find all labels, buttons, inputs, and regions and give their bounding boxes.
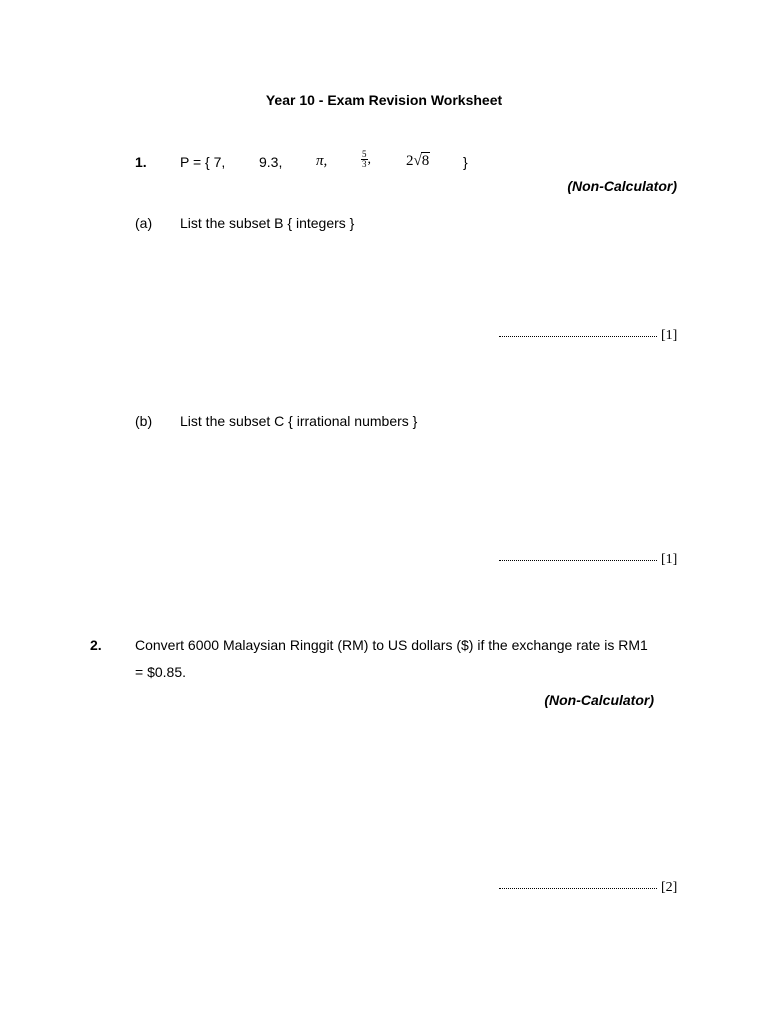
set-element-fraction	[361, 150, 371, 169]
part-a-marks: [1]	[661, 328, 678, 343]
root-coefficient: 2	[406, 153, 414, 169]
question-2-marks: [2]	[661, 880, 678, 895]
answer-dots	[499, 887, 657, 889]
part-a-text: List the subset B { integers }	[180, 215, 355, 231]
question-1-note: (Non-Calculator)	[567, 178, 677, 194]
fraction-denominator: 3	[362, 159, 367, 169]
set-element-decimal: 9.3,	[259, 154, 283, 170]
part-a-answer-line[interactable]	[499, 328, 677, 344]
part-b-answer-line[interactable]	[499, 552, 677, 568]
question-2-text-line-1: Convert 6000 Malaysian Ringgit (RM) to US dollars ($) if the exchange rate is RM1	[135, 637, 648, 653]
fraction-comma: ,	[367, 152, 371, 168]
answer-dots	[499, 559, 657, 561]
set-element-root	[406, 153, 430, 170]
part-b-marks: [1]	[661, 552, 678, 567]
set-p-close: }	[463, 154, 468, 170]
worksheet-title: Year 10 - Exam Revision Worksheet	[265, 92, 503, 108]
question-2-answer-line[interactable]	[499, 880, 677, 896]
part-b-label: (b)	[135, 413, 153, 429]
part-b-text: List the subset C { irrational numbers }	[180, 413, 418, 429]
root-radicand: 8	[421, 153, 430, 169]
radical-sign-icon: √	[413, 153, 422, 169]
question-2-number: 2.	[90, 637, 102, 653]
question-1-number: 1.	[135, 154, 147, 170]
answer-dots	[499, 335, 657, 337]
question-2-text-line-2: = $0.85.	[135, 664, 186, 680]
part-a-label: (a)	[135, 215, 153, 231]
set-element-pi: π,	[316, 153, 328, 169]
question-2-note: (Non-Calculator)	[544, 692, 654, 708]
fraction-numerator: 5	[362, 149, 367, 159]
set-p-prefix: P = { 7,	[180, 154, 226, 170]
